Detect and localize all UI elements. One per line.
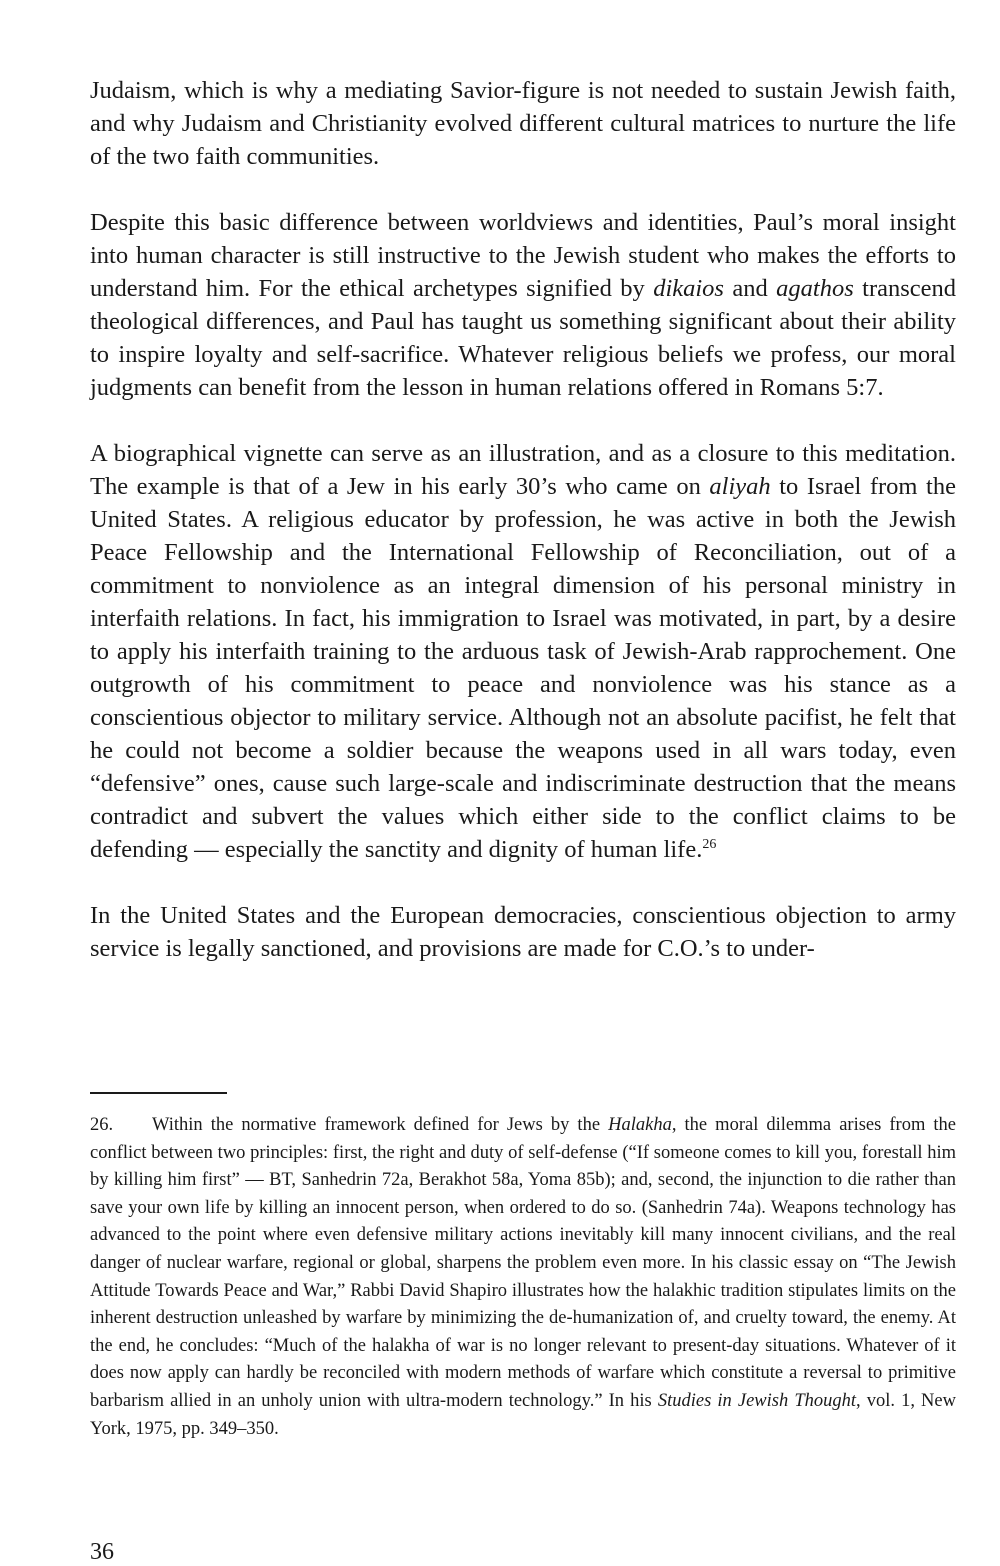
footnote-text-a: Within the normative framework defined for Jews by the [152,1115,609,1135]
term-aliyah: aliyah [709,473,771,500]
footnote-separator-rule [90,1092,227,1094]
paragraph-2-text-c: transcend theological differences, and Paul has taught us something significant about their ability to inspire loyalty and self-sacrifice. Whatever religious beliefs we profess, our moral judgments can benefit from the lesson in human relations offered in Romans 5:7. [90,275,957,401]
footnote-text-b: , the moral dilemma arises from the conflict between two principles: first, the right and duty of self-defense (“If someone comes to kill you, forestall him by killing him first” — BT, Sanhedrin 72a, Berakhot 58a, Yoma 85b); and, second, the injunction to die rather than save your own life by killing an innocent person, when ordered to do so. (Sanhedrin 74a). Weapons technology has advanced to the point where even defensive military actions inevitably kill many innocent civilians, and the real danger of nuclear warfare, regional or global, sharpens the problem even more. In his classic essay on “The Jewish Attitude Towards Peace and War,” Rabbi David Shapiro illustrates how the halakhic tradition stipulates limits on the inherent destruction unleashed by warfare by minimizing the de-humanization of, and cruelty toward, the enemy. At the end, he concludes: “Much of the halakha of war is no longer relevant to present-day situations. Whatever of it does now apply can hardly be reconciled with modern methods of warfare which constitute a reversal to primitive barbarism allied in an unholy union with ultra-modern technology.” In his [90,1115,957,1411]
footnote-text-c: , vol. 1, New York, 1975, pp. 349–350. [90,1390,956,1439]
paragraph-1 [90,74,956,173]
term-agathos: agathos [776,275,854,302]
footnote-26 [90,1112,956,1443]
paragraph-2 [90,206,956,404]
paragraph-1-text: Judaism, which is why a mediating Savior-figure is not needed to sustain Jewish faith, and why Judaism and Christianity evolved different cultural matrices to nurture the life of the two faith communities. [90,77,956,170]
page-body [90,74,956,965]
footnote-reference: 26 [702,836,717,852]
paragraph-4-text: In the United States and the European democracies, conscientious objection to army service is legally sanctioned, and provisions are made for C.O.’s to under- [90,902,956,962]
paragraph-3-text-a: A biographical vignette can serve as an illustration, and as a closure to this meditation. The example is that of a Jew in his early 30’s who came on [90,440,956,500]
paragraph-2-text-b: and [723,275,777,302]
term-halakha: Halakha [608,1115,672,1135]
paragraph-4 [90,899,956,965]
paragraph-3-text-b: to Israel from the United States. A religious educator by profession, he was active in both the Jewish Peace Fellowship and the International Fellowship of Reconciliation, out of a commitment to nonviolence as an integral dimension of his personal ministry in interfaith relations. In fact, his immigration to Israel was motivated, in part, by a desire to apply his interfaith training to the arduous task of Jewish-Arab rapprochement. One outgrowth of his commitment to peace and nonviolence was his stance as a conscientious objector to military service. Although not an absolute pacifist, he felt that he could not become a soldier because the weapons used in all wars today, even “defensive” ones, cause such large-scale and indiscriminate destruction that the means contradict and subvert the values which either side to the conflict claims to be defending — especially the sanctity and dignity of human life. [90,473,956,863]
paragraph-2-text-a: Despite this basic difference between worldviews and identities, Paul’s moral insight into human character is still instructive to the Jewish student who makes the efforts to understand him. For the ethical archetypes signified by [90,209,956,302]
book-title: Studies in Jewish Thought [657,1390,856,1411]
footnote-number: 26. [90,1115,114,1135]
paragraph-3 [90,437,956,866]
page-number: 36 [90,1539,114,1565]
term-dikaios: dikaios [653,275,724,302]
